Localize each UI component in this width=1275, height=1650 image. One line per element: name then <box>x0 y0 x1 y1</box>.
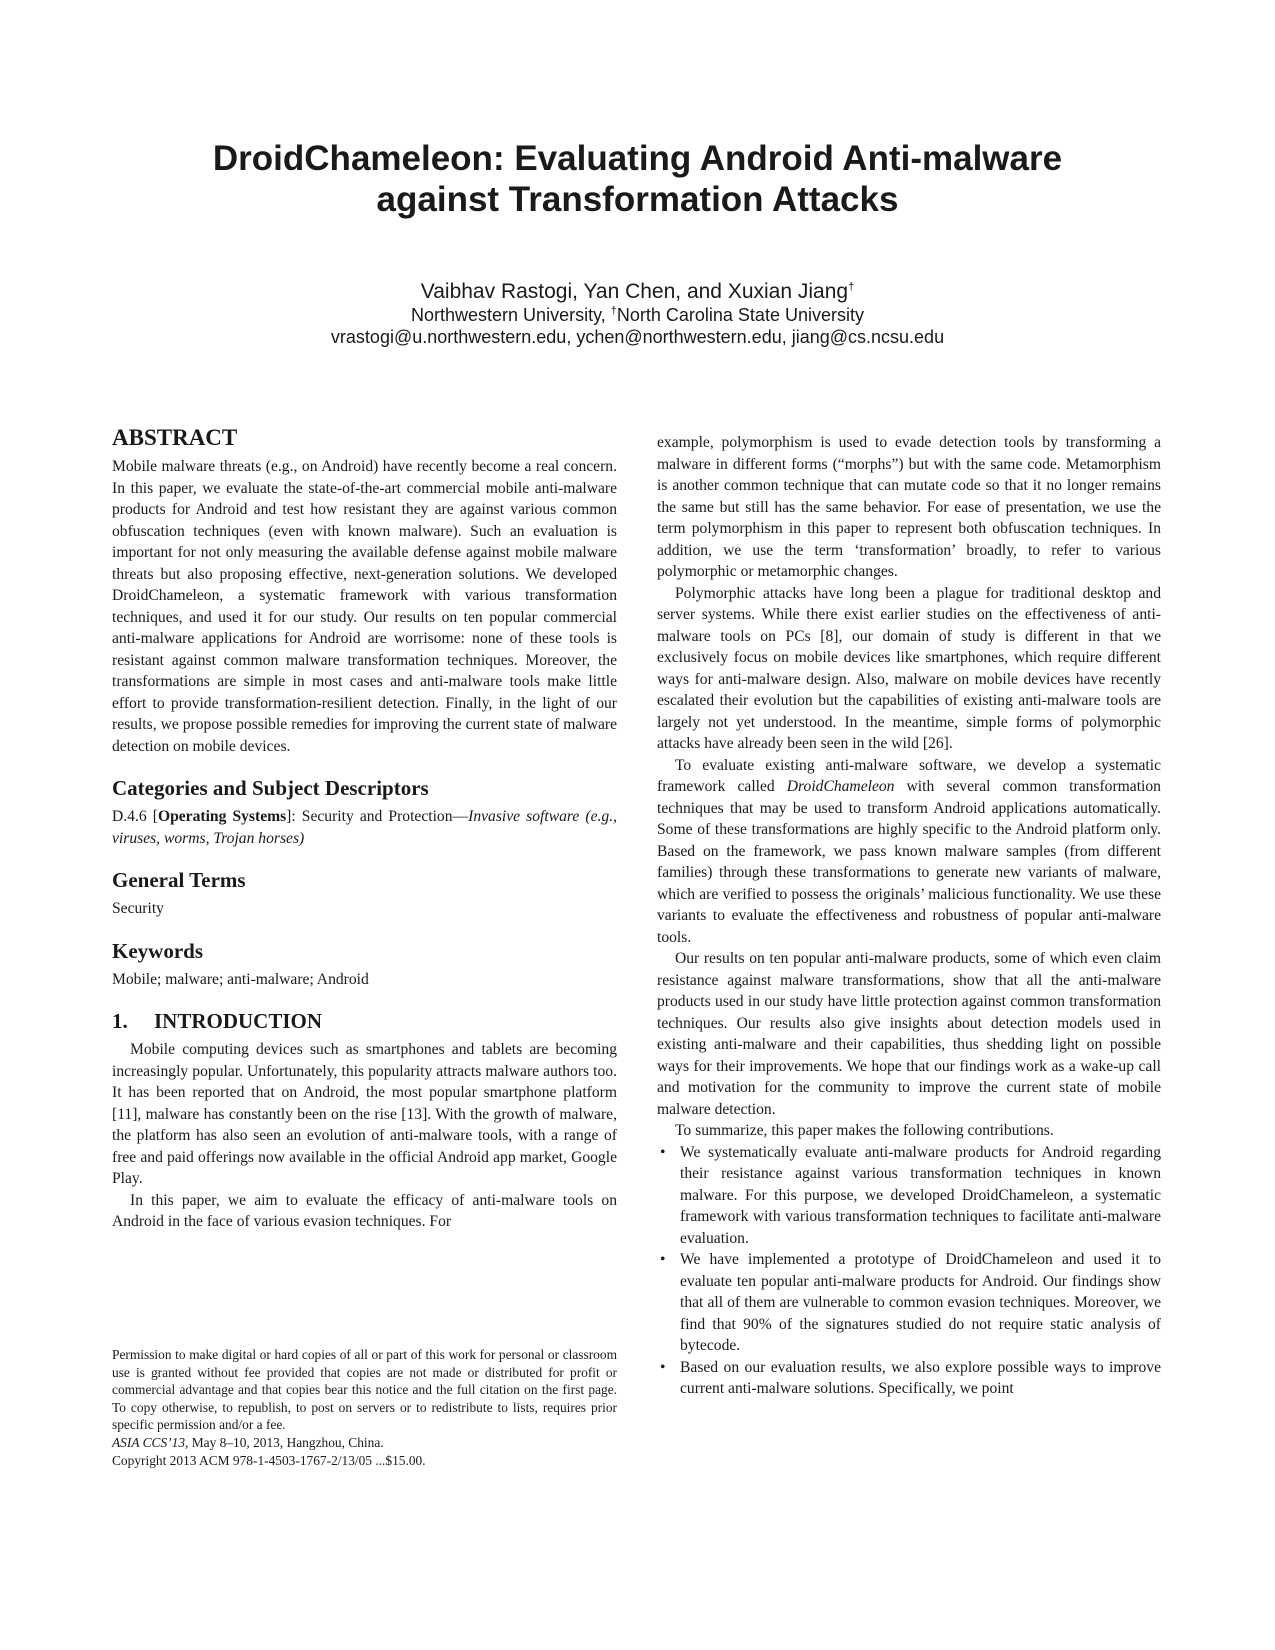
paper-title <box>0 138 1275 220</box>
categories-heading: Categories and Subject Descriptors <box>112 776 429 800</box>
categories-middle: ]: Security and Protection— <box>286 808 469 825</box>
abstract-text: Mobile malware threats (e.g., on Android) have recently become a real concern. In this paper, we evaluate the state-of-the-art commercial mobile anti-malware products for Android and test how resistant they are against various common obfuscation techniques (even with known malware). Such an evaluation is important for not only measuring the available defense against mobile malware threats but also proposing effective, next-generation solutions. We developed DroidChameleon, a systematic framework with various transformation techniques, and used it for our study. Our results on ten popular commercial anti-malware applications for Android are worrisome: none of these tools is resistant against common malware transformation techniques. Moreover, the transformations are simple in most cases and anti-malware tools make little effort to provide transformation-resilient detection. Finally, in the light of our results, we propose possible remedies for improving the current state of malware detection on mobile devices. <box>112 458 617 755</box>
categories-prefix: D.4.6 [ <box>112 808 158 825</box>
intro-paragraph-5: Our results on ten popular anti-malware products, some of which even claim resistance against malware transformations, show that all the anti-malware products used in our study have little protection against common transformation techniques. Our results also give insights about detection models used in existing anti-malware and their capabilities, thus shedding light on possible ways for their improvements. We hope that our findings work as a wake-up call and motivation for the community to improve the current state of mobile malware detection. <box>657 950 1161 1118</box>
keywords-text: Mobile; malware; anti-malware; Android <box>112 970 369 988</box>
author-names-text: Vaibhav Rastogi, Yan Chen, and Xuxian Jiang <box>420 280 849 303</box>
venue-name: ASIA CCS’13, <box>112 1434 189 1450</box>
keywords-heading: Keywords <box>112 938 203 963</box>
list-item <box>657 1142 1161 1250</box>
abstract-heading: ABSTRACT <box>112 425 238 450</box>
contribution-text: We systematically evaluate anti-malware products for Android regarding their resistance against various transformation techniques in known malware. For this purpose, we developed DroidChameleon, a systematic framework with various transformation techniques to facilitate anti-malware evaluation. <box>680 1143 1161 1247</box>
permission-footnote <box>112 1346 617 1469</box>
affiliation-ncsu: North Carolina State University <box>616 305 864 325</box>
list-item <box>657 1249 1161 1357</box>
categories-text <box>112 806 617 849</box>
section-title: INTRODUCTION <box>154 1009 323 1033</box>
contributions-list <box>657 1142 1161 1400</box>
left-column <box>112 424 617 1233</box>
intro-paragraph-6: To summarize, this paper makes the following contributions. <box>675 1122 1054 1139</box>
paper-title-line-1: DroidChameleon: Evaluating Android Anti-malware <box>212 139 1063 178</box>
intro-paragraph-4-end: with several common transformation techniques that may be used to transform Android applications automatically. Some of these transformations are highly specific to the Android platform only. Based on the framework, we pass known malware samples (from different families) through these transformations to generate new variants of malware, which are verified to possess the originals’ malicious functionality. We use these variants to evaluate the effectiveness and robustness of popular anti-malware tools. <box>657 778 1161 946</box>
dagger-mark: † <box>848 281 855 293</box>
venue-details: May 8–10, 2013, Hangzhou, China. <box>188 1434 384 1450</box>
author-emails: vrastogi@u.northwestern.edu, ychen@northwestern.edu, jiang@cs.ncsu.edu <box>330 327 945 347</box>
framework-name: DroidChameleon <box>786 778 895 795</box>
author-block <box>0 279 1275 348</box>
categories-italic: Invasive software (e.g., viruses, worms, Trojan horses) <box>112 808 617 847</box>
categories-bold: Operating Systems <box>157 808 287 825</box>
contribution-text: Based on our evaluation results, we also explore possible ways to improve current anti-malware solutions. Specifically, we point <box>680 1358 1161 1397</box>
bullet-icon: • <box>660 1143 666 1161</box>
venue-line <box>112 1434 617 1452</box>
paper-title-line-2: against Transformation Attacks <box>376 180 899 219</box>
dagger-mark: † <box>610 305 617 317</box>
intro-paragraph-4-start: To evaluate existing anti-malware software, we develop a systematic framework called <box>657 756 1161 795</box>
contribution-text: We have implemented a prototype of DroidChameleon and used it to evaluate ten popular anti-malware products for Android. Our findings show that all of them are vulnerable to common evasion techniques. Moreover, we find that 90% of the signatures studied do not require static analysis of bytecode. <box>680 1251 1161 1354</box>
bullet-icon: • <box>660 1251 666 1268</box>
right-column <box>657 432 1161 1400</box>
author-affiliations <box>0 305 1275 326</box>
general-terms-text: Security <box>112 900 164 917</box>
general-terms-heading: General Terms <box>112 868 246 892</box>
affiliation-northwestern: Northwestern University, <box>411 305 611 325</box>
permission-text: Permission to make digital or hard copies of all or part of this work for personal or classroom use is granted without fee provided that copies are not made or distributed for profit or commercial advantage and that copies bear this notice and the full citation on the first page. To copy otherwise, to republish, to post on servers or to redistribute to lists, requires prior specific permission and/or a fee. <box>112 1347 617 1433</box>
intro-paragraph-4 <box>657 755 1161 949</box>
list-item <box>657 1357 1161 1400</box>
author-names <box>0 279 1275 305</box>
copyright-line: Copyright 2013 ACM 978-1-4503-1767-2/13/05 ...$15.00. <box>112 1452 426 1468</box>
bullet-icon: • <box>660 1358 666 1376</box>
section-number: 1. <box>112 1009 128 1033</box>
intro-paragraph-1: Mobile computing devices such as smartphones and tablets are becoming increasingly popular. Unfortunately, this popularity attracts malware authors too. It has been reported that on Android, the most popular smartphone platform [11], malware has constantly been on the rise [13]. With the growth of malware, the platform has also seen an evolution of anti-malware tools, with a range of free and paid offerings now available in the official Android app market, Google Play. <box>112 1041 617 1187</box>
intro-paragraph-2: In this paper, we aim to evaluate the efficacy of anti-malware tools on Android in the face of various evasion techniques. For <box>112 1191 617 1230</box>
intro-paragraph-2-continued: example, polymorphism is used to evade detection tools by transforming a malware in different forms (“morphs”) but with the same code. Metamorphism is another common technique that can mutate code so that it no longer remains the same but still has the same behavior. For ease of presentation, we use the term polymorphism in this paper to represent both obfuscation techniques. In addition, we use the term ‘transformation’ broadly, to refer to various polymorphic or metamorphic changes. <box>657 434 1161 580</box>
introduction-heading <box>112 1008 617 1034</box>
intro-paragraph-3: Polymorphic attacks have long been a plague for traditional desktop and server systems. While there exist earlier studies on the effectiveness of anti-malware tools on PCs [8], our domain of study is different in that we exclusively focus on mobile devices like smartphones, which require different ways for anti-malware design. Also, malware on mobile devices have recently escalated their evolution but the capabilities of existing anti-malware tools are largely not yet understood. In the meantime, simple forms of polymorphic attacks have already been seen in the wild [26]. <box>657 584 1161 752</box>
